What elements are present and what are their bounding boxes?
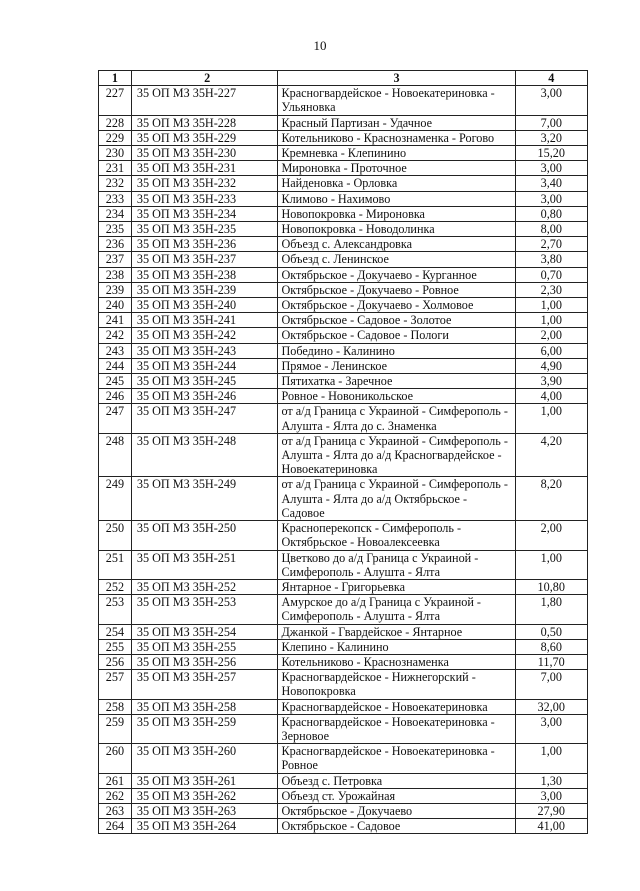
road-name: Объезд ст. Урожайная	[278, 788, 515, 803]
header-col-1: 1	[99, 71, 132, 86]
road-name: от а/д Граница с Украиной - Симферополь - Алушта - Ялта до а/д Октябрьское - Садовое	[278, 477, 515, 521]
road-length: 2,70	[515, 237, 587, 252]
road-length: 2,00	[515, 328, 587, 343]
road-name: Объезд с. Ленинское	[278, 252, 515, 267]
road-length: 1,80	[515, 595, 587, 624]
road-code: 35 ОП МЗ 35Н-261	[131, 773, 278, 788]
road-name: Красногвардейское - Новоекатериновка	[278, 699, 515, 714]
table-row	[99, 744, 588, 773]
row-number: 243	[99, 343, 132, 358]
road-code: 35 ОП МЗ 35Н-234	[131, 206, 278, 221]
row-number: 247	[99, 404, 132, 433]
road-length: 0,80	[515, 206, 587, 221]
road-length: 0,70	[515, 267, 587, 282]
road-length: 2,00	[515, 521, 587, 550]
row-number: 235	[99, 222, 132, 237]
road-length: 6,00	[515, 343, 587, 358]
road-length: 3,20	[515, 130, 587, 145]
road-length: 3,00	[515, 191, 587, 206]
table-row	[99, 328, 588, 343]
road-code: 35 ОП МЗ 35Н-236	[131, 237, 278, 252]
road-length: 1,30	[515, 773, 587, 788]
road-length: 2,30	[515, 282, 587, 297]
road-name: Новопокровка - Новодолинка	[278, 222, 515, 237]
table-row	[99, 714, 588, 743]
table-row	[99, 404, 588, 433]
road-length: 4,90	[515, 358, 587, 373]
road-code: 35 ОП МЗ 35Н-231	[131, 161, 278, 176]
table-row	[99, 161, 588, 176]
road-length: 3,00	[515, 788, 587, 803]
row-number: 261	[99, 773, 132, 788]
table-row	[99, 313, 588, 328]
row-number: 238	[99, 267, 132, 282]
road-length: 27,90	[515, 803, 587, 818]
table-row	[99, 819, 588, 834]
table-row	[99, 579, 588, 594]
road-length: 3,90	[515, 374, 587, 389]
road-name: Новопокровка - Мироновка	[278, 206, 515, 221]
road-name: Котельниково - Краснознаменка	[278, 654, 515, 669]
road-code: 35 ОП МЗ 35Н-232	[131, 176, 278, 191]
table-row	[99, 477, 588, 521]
road-code: 35 ОП МЗ 35Н-250	[131, 521, 278, 550]
road-code: 35 ОП МЗ 35Н-230	[131, 146, 278, 161]
row-number: 242	[99, 328, 132, 343]
row-number: 246	[99, 389, 132, 404]
table-row	[99, 654, 588, 669]
row-number: 233	[99, 191, 132, 206]
road-length: 7,00	[515, 670, 587, 699]
header-col-2: 2	[131, 71, 278, 86]
roads-table	[98, 70, 588, 834]
road-length: 3,00	[515, 161, 587, 176]
row-number: 257	[99, 670, 132, 699]
table-row	[99, 176, 588, 191]
road-code: 35 ОП МЗ 35Н-240	[131, 298, 278, 313]
road-code: 35 ОП МЗ 35Н-245	[131, 374, 278, 389]
road-length: 7,00	[515, 115, 587, 130]
road-length: 0,50	[515, 624, 587, 639]
row-number: 228	[99, 115, 132, 130]
road-name: Октябрьское - Садовое	[278, 819, 515, 834]
table-row	[99, 282, 588, 297]
road-code: 35 ОП МЗ 35Н-246	[131, 389, 278, 404]
road-code: 35 ОП МЗ 35Н-237	[131, 252, 278, 267]
road-code: 35 ОП МЗ 35Н-241	[131, 313, 278, 328]
road-name: Красногвардейское - Новоекатериновка - Ровное	[278, 744, 515, 773]
road-code: 35 ОП МЗ 35Н-235	[131, 222, 278, 237]
row-number: 234	[99, 206, 132, 221]
row-number: 252	[99, 579, 132, 594]
road-code: 35 ОП МЗ 35Н-260	[131, 744, 278, 773]
row-number: 232	[99, 176, 132, 191]
road-name: Октябрьское - Садовое - Золотое	[278, 313, 515, 328]
table-row	[99, 803, 588, 818]
row-number: 237	[99, 252, 132, 267]
table-row	[99, 267, 588, 282]
road-code: 35 ОП МЗ 35Н-228	[131, 115, 278, 130]
row-number: 231	[99, 161, 132, 176]
road-name: Октябрьское - Докучаево	[278, 803, 515, 818]
road-name: Прямое - Ленинское	[278, 358, 515, 373]
road-length: 8,00	[515, 222, 587, 237]
road-code: 35 ОП МЗ 35Н-263	[131, 803, 278, 818]
road-name: Побединo - Калинино	[278, 343, 515, 358]
table-row	[99, 130, 588, 145]
page-number: 10	[313, 38, 327, 53]
row-number: 263	[99, 803, 132, 818]
road-length: 3,00	[515, 714, 587, 743]
road-name: Красный Партизан - Удачное	[278, 115, 515, 130]
table-row	[99, 343, 588, 358]
road-code: 35 ОП МЗ 35Н-249	[131, 477, 278, 521]
road-length: 1,00	[515, 550, 587, 579]
table-row	[99, 252, 588, 267]
table-row	[99, 358, 588, 373]
table-row	[99, 521, 588, 550]
road-code: 35 ОП МЗ 35Н-239	[131, 282, 278, 297]
header-col-4: 4	[515, 71, 587, 86]
road-code: 35 ОП МЗ 35Н-242	[131, 328, 278, 343]
road-name: Красногвардейское - Новоекатериновка - Ульяновка	[278, 86, 515, 115]
road-name: от а/д Граница с Украиной - Симферополь - Алушта - Ялта до а/д Красногвардейское - Новоекатериновка	[278, 433, 515, 477]
road-code: 35 ОП МЗ 35Н-256	[131, 654, 278, 669]
row-number: 259	[99, 714, 132, 743]
road-name: Октябрьское - Садовое - Пологи	[278, 328, 515, 343]
header-col-3: 3	[278, 71, 515, 86]
row-number: 241	[99, 313, 132, 328]
road-length: 8,20	[515, 477, 587, 521]
table-row	[99, 222, 588, 237]
table-row	[99, 773, 588, 788]
table-row	[99, 639, 588, 654]
road-code: 35 ОП МЗ 35Н-255	[131, 639, 278, 654]
row-number: 250	[99, 521, 132, 550]
table-row	[99, 433, 588, 477]
row-number: 255	[99, 639, 132, 654]
row-number: 253	[99, 595, 132, 624]
road-name: Объезд с. Петровка	[278, 773, 515, 788]
road-name: Климово - Нахимово	[278, 191, 515, 206]
table-row	[99, 191, 588, 206]
road-name: Красногвардейское - Новоекатериновка - Зерновое	[278, 714, 515, 743]
row-number: 260	[99, 744, 132, 773]
row-number: 240	[99, 298, 132, 313]
road-code: 35 ОП МЗ 35Н-259	[131, 714, 278, 743]
road-code: 35 ОП МЗ 35Н-258	[131, 699, 278, 714]
road-code: 35 ОП МЗ 35Н-248	[131, 433, 278, 477]
road-name: Найденовка - Орловка	[278, 176, 515, 191]
road-name: Октябрьское - Докучаево - Курганное	[278, 267, 515, 282]
row-number: 251	[99, 550, 132, 579]
road-length: 1,00	[515, 744, 587, 773]
table-row	[99, 86, 588, 115]
road-name: Амурское до а/д Граница с Украиной - Симферополь - Алушта - Ялта	[278, 595, 515, 624]
table-row	[99, 670, 588, 699]
row-number: 264	[99, 819, 132, 834]
table-row	[99, 115, 588, 130]
road-length: 41,00	[515, 819, 587, 834]
row-number: 254	[99, 624, 132, 639]
road-code: 35 ОП МЗ 35Н-254	[131, 624, 278, 639]
road-name: Котельниково - Краснознаменка - Рогово	[278, 130, 515, 145]
table-row	[99, 374, 588, 389]
road-length: 1,00	[515, 404, 587, 433]
road-code: 35 ОП МЗ 35Н-243	[131, 343, 278, 358]
road-length: 1,00	[515, 313, 587, 328]
row-number: 258	[99, 699, 132, 714]
road-name: Объезд с. Александровка	[278, 237, 515, 252]
road-code: 35 ОП МЗ 35Н-252	[131, 579, 278, 594]
road-length: 4,20	[515, 433, 587, 477]
road-code: 35 ОП МЗ 35Н-251	[131, 550, 278, 579]
road-length: 15,20	[515, 146, 587, 161]
road-name: Цветково до а/д Граница с Украиной - Симферополь - Алушта - Ялта	[278, 550, 515, 579]
table-row	[99, 595, 588, 624]
road-name: от а/д Граница с Украиной - Симферополь - Алушта - Ялта до с. Знаменка	[278, 404, 515, 433]
road-length: 10,80	[515, 579, 587, 594]
row-number: 244	[99, 358, 132, 373]
table-row	[99, 389, 588, 404]
road-length: 4,00	[515, 389, 587, 404]
road-code: 35 ОП МЗ 35Н-227	[131, 86, 278, 115]
road-length: 3,00	[515, 86, 587, 115]
road-code: 35 ОП МЗ 35Н-247	[131, 404, 278, 433]
road-name: Клепино - Калинино	[278, 639, 515, 654]
road-name: Пятихатка - Заречное	[278, 374, 515, 389]
road-name: Красноперекопск - Симферополь - Октябрьское - Новоалексеевка	[278, 521, 515, 550]
row-number: 245	[99, 374, 132, 389]
table-row	[99, 624, 588, 639]
table-row	[99, 146, 588, 161]
row-number: 248	[99, 433, 132, 477]
table-row	[99, 699, 588, 714]
road-code: 35 ОП МЗ 35Н-244	[131, 358, 278, 373]
road-length: 32,00	[515, 699, 587, 714]
row-number: 256	[99, 654, 132, 669]
road-name: Октябрьское - Докучаево - Холмовое	[278, 298, 515, 313]
table-row	[99, 206, 588, 221]
road-code: 35 ОП МЗ 35Н-233	[131, 191, 278, 206]
road-code: 35 ОП МЗ 35Н-262	[131, 788, 278, 803]
road-name: Октябрьское - Докучаево - Ровное	[278, 282, 515, 297]
road-length: 8,60	[515, 639, 587, 654]
road-code: 35 ОП МЗ 35Н-253	[131, 595, 278, 624]
road-name: Ровное - Новоникольское	[278, 389, 515, 404]
table-body	[99, 86, 588, 834]
road-code: 35 ОП МЗ 35Н-257	[131, 670, 278, 699]
table-row	[99, 237, 588, 252]
road-length: 3,40	[515, 176, 587, 191]
row-number: 262	[99, 788, 132, 803]
road-name: Джанкой - Гвардейское - Янтарное	[278, 624, 515, 639]
road-name: Мироновка - Проточное	[278, 161, 515, 176]
road-name: Красногвардейское - Нижнегорский - Новопокровка	[278, 670, 515, 699]
row-number: 230	[99, 146, 132, 161]
table-row	[99, 550, 588, 579]
table-row	[99, 788, 588, 803]
road-name: Кремневка - Клепинино	[278, 146, 515, 161]
road-length: 3,80	[515, 252, 587, 267]
row-number: 236	[99, 237, 132, 252]
road-length: 11,70	[515, 654, 587, 669]
road-code: 35 ОП МЗ 35Н-229	[131, 130, 278, 145]
road-code: 35 ОП МЗ 35Н-238	[131, 267, 278, 282]
row-number: 239	[99, 282, 132, 297]
road-code: 35 ОП МЗ 35Н-264	[131, 819, 278, 834]
table-row	[99, 298, 588, 313]
row-number: 229	[99, 130, 132, 145]
row-number: 249	[99, 477, 132, 521]
row-number: 227	[99, 86, 132, 115]
table-header-row	[99, 71, 588, 86]
road-name: Янтарное - Григорьевка	[278, 579, 515, 594]
road-length: 1,00	[515, 298, 587, 313]
